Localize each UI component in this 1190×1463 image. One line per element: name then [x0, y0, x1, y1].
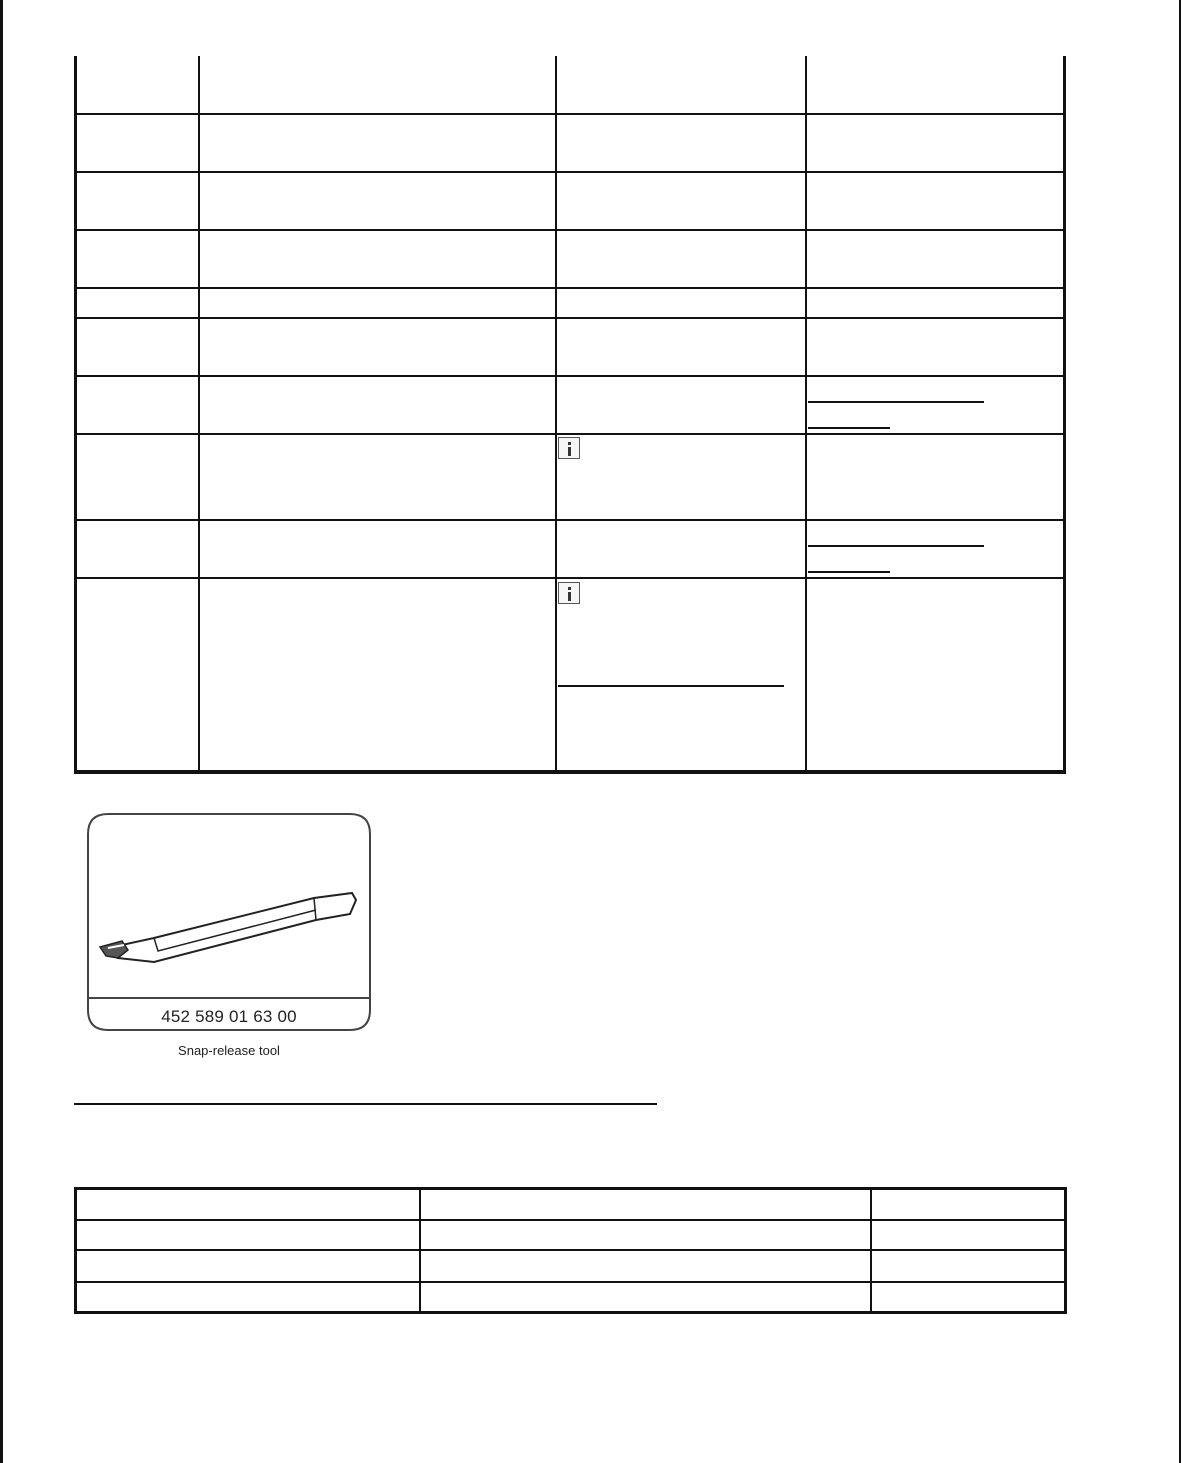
table-border-left — [74, 56, 77, 774]
tool-part-number: 452 589 01 63 00 — [161, 1007, 297, 1026]
tool-illustration — [84, 810, 374, 1035]
reference-link[interactable] — [808, 545, 984, 547]
row-divider — [74, 113, 1066, 115]
row-divider — [74, 317, 1066, 319]
row-divider — [74, 1219, 1067, 1221]
snap-release-tool-drawing — [84, 810, 374, 1035]
table-border-bottom — [74, 770, 1066, 774]
row-divider — [74, 1249, 1067, 1251]
row-divider — [74, 577, 1066, 579]
parts-table — [74, 1187, 1067, 1314]
reference-link[interactable] — [808, 571, 890, 573]
page-border-left — [0, 0, 3, 1463]
row-divider — [74, 519, 1066, 521]
table-border-left — [74, 1187, 77, 1314]
row-divider — [74, 171, 1066, 173]
reference-link[interactable] — [558, 685, 784, 687]
page-border-right — [1179, 0, 1181, 1463]
column-divider — [870, 1187, 872, 1314]
row-divider — [74, 433, 1066, 435]
reference-link[interactable] — [808, 401, 984, 403]
procedure-table — [74, 56, 1066, 774]
info-icon[interactable] — [558, 582, 580, 604]
table-border-top — [74, 1187, 1067, 1190]
row-divider — [74, 1281, 1067, 1283]
table-border-right — [1063, 56, 1066, 774]
row-divider — [74, 375, 1066, 377]
section-divider — [74, 1103, 657, 1105]
table-border-bottom — [74, 1311, 1067, 1314]
table-border-right — [1064, 1187, 1067, 1314]
row-divider — [74, 229, 1066, 231]
row-divider — [74, 287, 1066, 289]
column-divider — [555, 56, 557, 774]
tool-caption: Snap-release tool — [178, 1043, 280, 1058]
info-icon[interactable] — [558, 437, 580, 459]
column-divider — [198, 56, 200, 774]
column-divider — [805, 56, 807, 774]
column-divider — [419, 1187, 421, 1314]
reference-link[interactable] — [808, 427, 890, 429]
